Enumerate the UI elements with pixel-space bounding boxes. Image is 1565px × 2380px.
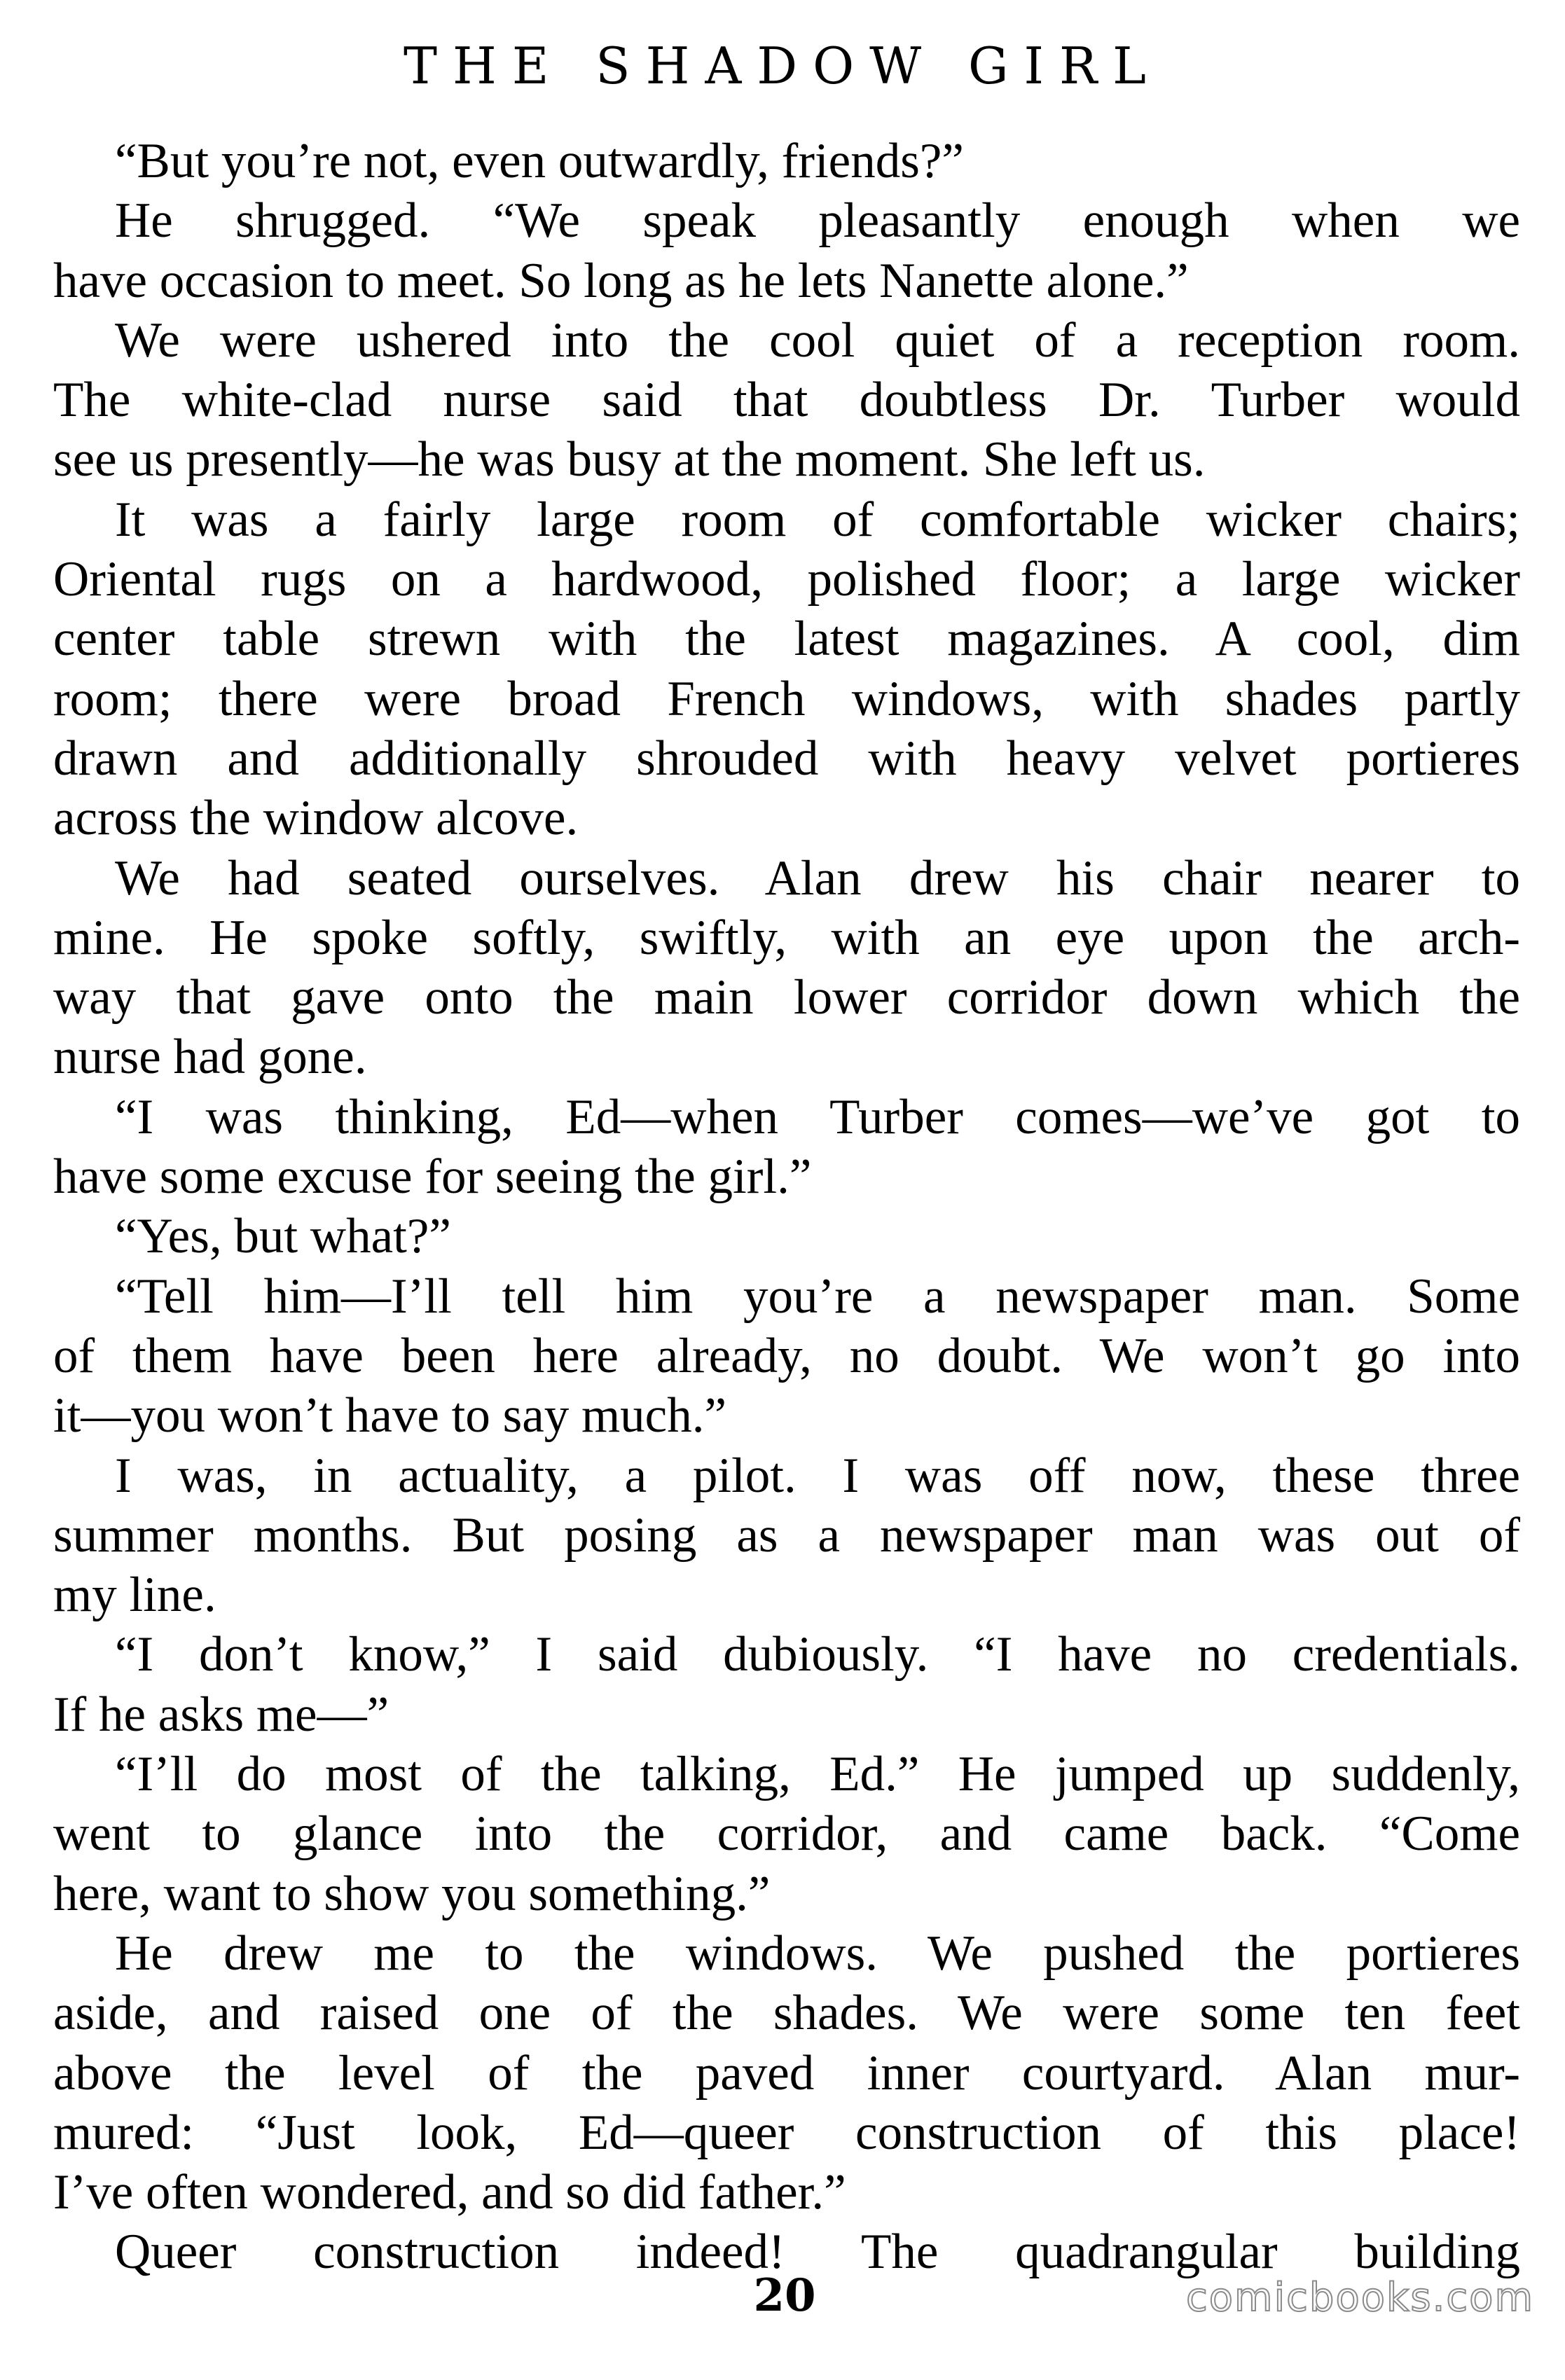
text-line: He drew me to the windows. We pushed the portieres: [115, 1925, 1520, 1981]
text-line: I’ve often wondered, and so did father.”: [53, 2165, 846, 2220]
text-line: Queer construction indeed! The quadrangular building: [115, 2225, 1520, 2280]
text-line: see us presently—he was busy at the moment. She left us.: [53, 432, 1206, 487]
text-line: We had seated ourselves. Alan drew his chair nearer to: [115, 850, 1520, 906]
text-line: “Yes, but what?”: [115, 1209, 451, 1264]
text-line: have occasion to meet. So long as he lets Nanette alone.”: [53, 253, 1189, 308]
page-number: 20: [753, 2269, 816, 2322]
text-line: We were ushered into the cool quiet of a reception room.: [115, 312, 1520, 368]
text-line: room; there were broad French windows, with shades partly: [53, 671, 1520, 726]
watermark-logo: comicbooks.com: [1185, 2275, 1534, 2320]
text-line: “I was thinking, Ed—when Turber comes—we’ve got to: [115, 1089, 1520, 1144]
text-line: way that gave onto the main lower corridor down which the: [53, 970, 1520, 1025]
running-head: THE SHADOW GIRL: [404, 36, 1161, 95]
body-text: [53, 132, 1520, 2283]
text-line: Oriental rugs on a hardwood, polished floor; a large wicker: [53, 552, 1520, 607]
text-line: I was, in actuality, a pilot. I was off now, these three: [115, 1448, 1520, 1503]
text-line: here, want to show you something.”: [53, 1866, 771, 1921]
text-line: have some excuse for seeing the girl.”: [53, 1149, 812, 1205]
text-line: aside, and raised one of the shades. We were some ten feet: [53, 1986, 1520, 2041]
text-line: “I don’t know,” I said dubiously. “I have no credentials.: [115, 1627, 1520, 1682]
text-line: center table strewn with the latest magazines. A cool, dim: [53, 611, 1520, 667]
text-line: summer months. But posing as a newspaper man was out of: [53, 1507, 1520, 1563]
text-line: The white-clad nurse said that doubtless Dr. Turber would: [53, 373, 1520, 428]
text-line: It was a fairly large room of comfortable wicker chairs;: [115, 492, 1520, 547]
text-line: nurse had gone.: [53, 1030, 367, 1085]
text-line: my line.: [53, 1568, 216, 1623]
text-line: drawn and additionally shrouded with heavy velvet portieres: [53, 731, 1520, 786]
text-line: “I’ll do most of the talking, Ed.” He jumped up suddenly,: [115, 1747, 1520, 1802]
text-line: went to glance into the corridor, and came back. “Come: [53, 1806, 1520, 1862]
text-line: it—you won’t have to say much.”: [53, 1388, 726, 1444]
text-line: above the level of the paved inner courtyard. Alan mur-: [53, 2045, 1520, 2101]
text-line: across the window alcove.: [53, 791, 579, 846]
text-line: If he asks me—”: [53, 1687, 389, 1742]
text-line: He shrugged. “We speak pleasantly enough when we: [115, 193, 1520, 249]
text-line: “Tell him—I’ll tell him you’re a newspaper man. Some: [115, 1268, 1520, 1324]
text-line: mured: “Just look, Ed—queer construction of this place!: [53, 2105, 1520, 2160]
text-line: mine. He spoke softly, swiftly, with an eye upon the arch-: [53, 910, 1520, 965]
text-line: of them have been here already, no doubt. We won’t go into: [53, 1328, 1520, 1383]
text-line: “But you’re not, even outwardly, friends?”: [115, 134, 964, 188]
